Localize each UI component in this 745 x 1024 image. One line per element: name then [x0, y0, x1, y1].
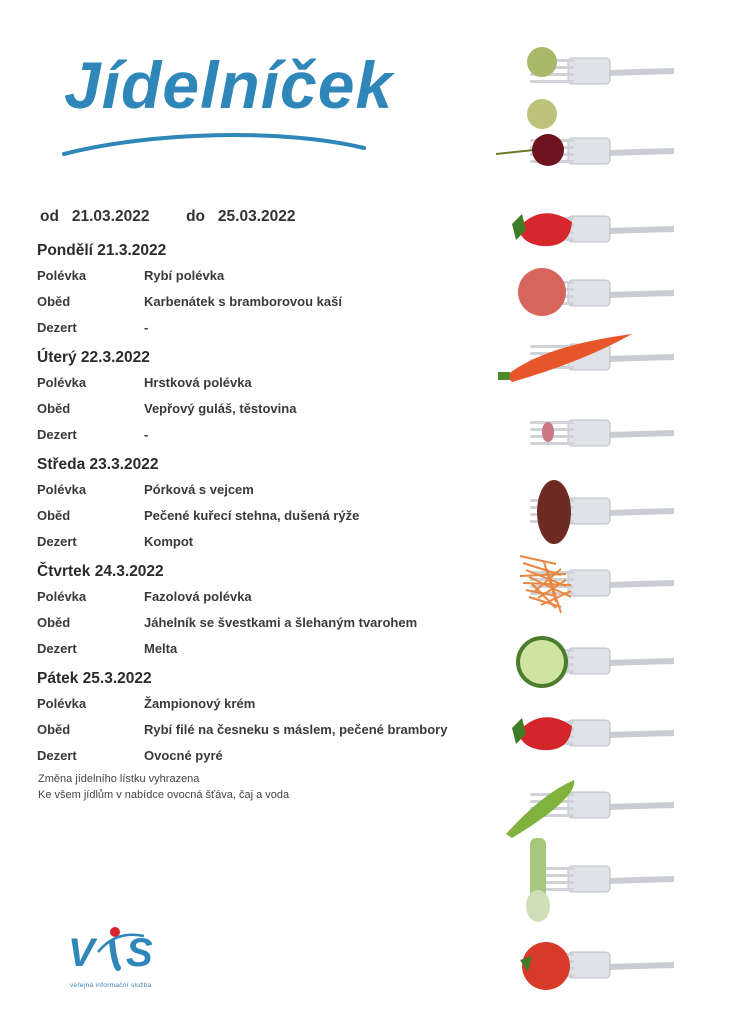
menu-row-dish: Karbenátek s bramborovou kaší [144, 294, 342, 309]
fork-food-column [490, 30, 690, 1020]
menu-row-label: Oběd [37, 722, 71, 737]
fork-pea-pod [506, 780, 674, 838]
day-section [37, 456, 497, 560]
fork-tomato [520, 942, 674, 990]
date-to-label: do [186, 208, 205, 225]
vis-logo [68, 922, 178, 992]
menu-row [37, 748, 497, 774]
menu-row [37, 268, 497, 294]
day-title: Pondělí 21.3.2022 [37, 242, 167, 259]
menu-row [37, 641, 497, 667]
menu-row-label: Dezert [37, 427, 77, 442]
vis-logo-subtitle: veřejná informační služba [70, 982, 152, 989]
menu-row-label: Dezert [37, 534, 77, 549]
day-title: Středa 23.3.2022 [37, 456, 159, 473]
menu-row-dish: Žampionový krém [144, 696, 256, 711]
menu-row-label: Polévka [37, 589, 87, 604]
menu-title: Jídelníček [64, 48, 394, 122]
fork-brussels-sprout [527, 47, 674, 129]
day-section [37, 670, 497, 774]
menu-row [37, 482, 497, 508]
menu-row [37, 589, 497, 615]
menu-row-label: Polévka [37, 268, 87, 283]
menu-row-dish: Jáhelník se švestkami a šlehaným tvarohem [144, 615, 418, 630]
day-section [37, 242, 497, 346]
menu-row-dish: Rybí polévka [144, 268, 225, 283]
menu-row-label: Dezert [37, 748, 77, 763]
menu-row-label: Oběd [37, 401, 71, 416]
vis-logo-icon [68, 922, 178, 982]
menu-row-label: Oběd [37, 615, 71, 630]
menu-row-dish: Rybí filé na česneku s máslem, pečené brambory [144, 722, 448, 737]
menu-row-dish: Kompot [144, 534, 194, 549]
menu-row-label: Dezert [37, 641, 77, 656]
fork-strawberry [512, 213, 674, 246]
menu-row-dish: - [144, 320, 149, 335]
fork-cucumber-slice [516, 636, 674, 688]
menu-row [37, 534, 497, 560]
svg-text:V: V [68, 931, 95, 975]
menu-row [37, 508, 497, 534]
fork-spring-onion [526, 838, 674, 922]
day-section [37, 563, 497, 667]
menu-row-dish: Melta [144, 641, 178, 656]
menu-row-label: Oběd [37, 508, 71, 523]
fork-strawberry [512, 717, 674, 750]
fork-radish [530, 420, 674, 446]
title-swoosh [60, 126, 370, 160]
fork-apple-slice [518, 268, 674, 316]
menu-row-dish: Hrstková polévka [144, 375, 252, 390]
menu-row [37, 615, 497, 641]
day-title: Čtvrtek 24.3.2022 [37, 563, 164, 580]
date-range [40, 208, 296, 226]
menu-row-dish: Fazolová polévka [144, 589, 252, 604]
menu-row [37, 294, 497, 320]
fork-kidney-bean [530, 480, 674, 544]
menu-row [37, 696, 497, 722]
date-from: 21.03.2022 [71, 208, 150, 225]
menu-note-1: Změna jídelního lístku vyhrazena [38, 773, 200, 785]
menu-row [37, 375, 497, 401]
menu-row-label: Oběd [37, 294, 71, 309]
day-title: Pátek 25.3.2022 [37, 670, 152, 687]
menu-row [37, 320, 497, 346]
menu-note-2: Ke všem jídlům v nabídce ovocná šťáva, čaj a voda [38, 789, 290, 801]
menu-row [37, 722, 497, 748]
menu-row-dish: Ovocné pyré [144, 748, 223, 763]
svg-text:S: S [126, 931, 153, 975]
day-section [37, 349, 497, 453]
date-from-label: od [40, 208, 59, 225]
menu-row-label: Polévka [37, 482, 87, 497]
menu-row-label: Polévka [37, 696, 87, 711]
fork-cherry [496, 134, 674, 166]
menu-row-dish: Pórková s vejcem [144, 482, 254, 497]
menu-row-label: Dezert [37, 320, 77, 335]
fork-grated-carrot [520, 556, 674, 613]
menu-row [37, 401, 497, 427]
menu-row-dish: - [144, 427, 149, 442]
menu-row-dish: Vepřový guláš, těstovina [144, 401, 297, 416]
day-title: Úterý 22.3.2022 [37, 349, 150, 366]
menu-row-dish: Pečené kuřecí stehna, dušená rýže [144, 508, 360, 523]
menu-row [37, 427, 497, 453]
fork-chili-pepper [498, 334, 674, 382]
menu-row-label: Polévka [37, 375, 87, 390]
date-to: 25.03.2022 [217, 208, 296, 225]
